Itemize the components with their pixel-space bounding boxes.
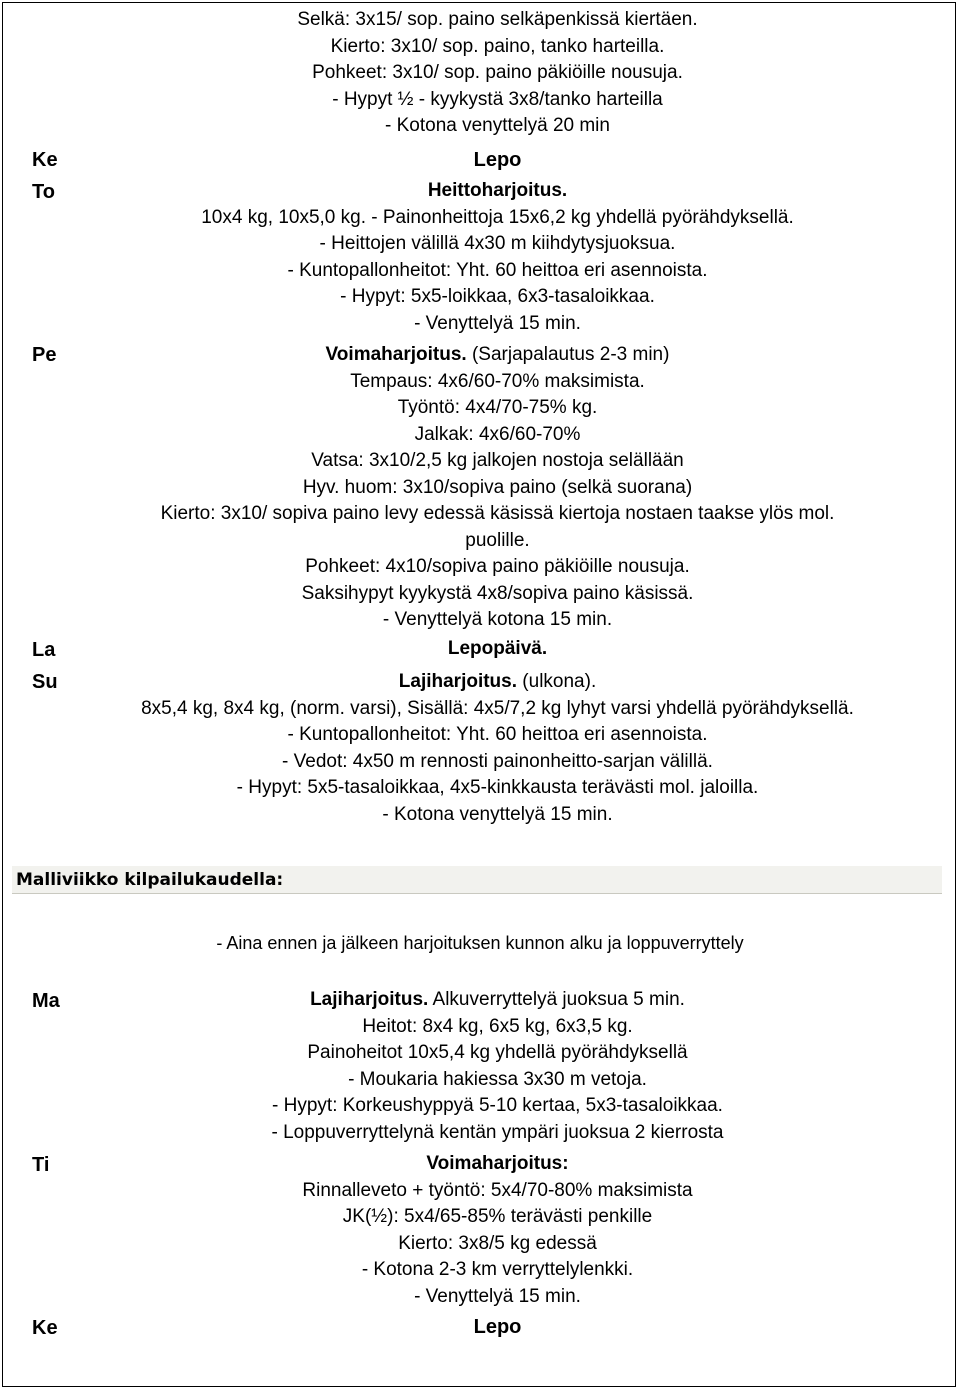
day-block-su bbox=[30, 669, 960, 828]
day-title: Lepo bbox=[473, 149, 522, 171]
text-line: Pohkeet: 3x10/ sop. paino päkiöille nousuja. bbox=[312, 62, 683, 83]
text-line: - Kotona 2-3 km verryttelylenkki. bbox=[361, 1259, 634, 1280]
day-title-suffix: (ulkona). bbox=[517, 671, 597, 692]
text-line: Kierto: 3x10/ sop. paino, tanko harteilla. bbox=[330, 35, 665, 57]
text-line: - Hypyt: Korkeushyppyä 5-10 kertaa, 5x3-tasaloikkaa. bbox=[272, 1095, 723, 1116]
text-line: Tempaus: 4x6/60-70% maksimista. bbox=[350, 370, 645, 392]
day-block-to bbox=[30, 178, 960, 337]
day-title: Heittoharjoitus. bbox=[427, 180, 568, 201]
day-block-ma bbox=[30, 987, 960, 1146]
text-line: Vatsa: 3x10/2,5 kg jalkojen nostoja selällään bbox=[311, 450, 684, 471]
day-block-pe bbox=[30, 342, 960, 634]
text-line: - Kuntopallonheitot: Yht. 60 heittoa eri asennoista. bbox=[287, 259, 708, 281]
text-line: Jalkak: 4x6/60-70% bbox=[414, 423, 581, 445]
day-label-to: To bbox=[32, 181, 55, 203]
warmup-note: - Aina ennen ja jälkeen harjoituksen kunnon alku ja loppuverryttely bbox=[216, 933, 744, 953]
text-line: Heitot: 8x4 kg, 6x5 kg, 6x3,5 kg. bbox=[362, 1015, 633, 1037]
text-line: - Kuntopallonheitot: Yht. 60 heittoa eri asennoista. bbox=[287, 724, 708, 745]
continuation-block bbox=[30, 7, 960, 140]
text-line: Työntö: 4x4/70-75% kg. bbox=[397, 397, 598, 418]
day-label-ke: Ke bbox=[32, 149, 58, 171]
section-header-label: Malliviikko kilpailukaudella: bbox=[16, 870, 284, 890]
day-label-ti: Ti bbox=[32, 1154, 50, 1176]
day-block-ti bbox=[30, 1151, 960, 1310]
day-title: Voimaharjoitus: bbox=[426, 1153, 569, 1174]
text-line: Rinnalleveto + työntö: 5x4/70-80% maksimista bbox=[302, 1179, 693, 1201]
text-line: - Heittojen välillä 4x30 m kiihdytysjuoksua. bbox=[319, 233, 676, 254]
day-title-suffix: (Sarjapalautus 2-3 min) bbox=[466, 344, 670, 365]
text-line: JK(½): 5x4/65-85% terävästi penkille bbox=[342, 1206, 653, 1227]
day-title-line bbox=[30, 987, 960, 1014]
day-label-pe: Pe bbox=[32, 344, 57, 366]
day-block-ke-2 bbox=[30, 1314, 960, 1341]
day-title: Lepopäivä. bbox=[447, 638, 548, 659]
text-line: puolille. bbox=[465, 529, 530, 551]
day-label-la: La bbox=[32, 639, 56, 661]
text-line: - Venyttelyä kotona 15 min. bbox=[382, 609, 613, 630]
text-line: - Moukaria hakiessa 3x30 m vetoja. bbox=[348, 1068, 647, 1090]
day-title-line bbox=[30, 669, 960, 696]
section-header bbox=[12, 866, 942, 894]
text-line: Hyv. huom: 3x10/sopiva paino (selkä suorana) bbox=[302, 476, 693, 498]
day-title-suffix: Alkuverryttelyä juoksua 5 min. bbox=[428, 989, 685, 1010]
day-title: Lajiharjoitus. bbox=[398, 671, 518, 692]
text-line: - Venyttelyä 15 min. bbox=[414, 312, 581, 334]
text-line: 8x5,4 kg, 8x4 kg, (norm. varsi), Sisällä: 4x5/7,2 kg lyhyt varsi yhdellä pyörähdyksellä. bbox=[141, 697, 854, 719]
text-line: - Kotona venyttelyä 20 min bbox=[385, 115, 610, 136]
text-line: 10x4 kg, 10x5,0 kg. - Painonheittoja 15x6,2 kg yhdellä pyörähdyksellä. bbox=[201, 206, 794, 228]
text-line: - Vedot: 4x50 m rennosti painonheitto-sarjan välillä. bbox=[282, 750, 713, 772]
text-line: - Hypyt: 5x5-tasaloikkaa, 4x5-kinkkausta terävästi mol. jaloilla. bbox=[236, 777, 759, 798]
day-label-ma: Ma bbox=[32, 990, 60, 1012]
text-line: - Venyttelyä 15 min. bbox=[414, 1285, 581, 1307]
day-block-la bbox=[30, 636, 960, 663]
text-line: Pohkeet: 4x10/sopiva paino päkiöille nousuja. bbox=[305, 556, 690, 577]
text-line: Painoheitot 10x5,4 kg yhdellä pyörähdyksellä bbox=[307, 1042, 688, 1063]
text-line: Selkä: 3x15/ sop. paino selkäpenkissä kiertäen. bbox=[297, 9, 698, 30]
text-line: Kierto: 3x10/ sopiva paino levy edessä käsissä kiertoja nostaen taakse ylös mol. bbox=[160, 503, 835, 524]
text-line: - Hypyt: 5x5-loikkaa, 6x3-tasaloikkaa. bbox=[340, 286, 655, 307]
text-line: - Hypyt ½ - kyykystä 3x8/tanko harteilla bbox=[332, 88, 663, 110]
day-block-ke bbox=[30, 147, 960, 174]
day-label-ke-2: Ke bbox=[32, 1317, 58, 1339]
text-line: - Kotona venyttelyä 15 min. bbox=[382, 803, 613, 825]
day-title-line bbox=[30, 342, 960, 369]
text-line: Kierto: 3x8/5 kg edessä bbox=[398, 1232, 597, 1254]
day-label-su: Su bbox=[32, 671, 58, 693]
day-title: Lajiharjoitus. bbox=[310, 989, 429, 1010]
text-line: - Loppuverryttelynä kentän ympäri juoksua 2 kierrosta bbox=[271, 1121, 724, 1143]
text-line: Saksihypyt kyykystä 4x8/sopiva paino käsissä. bbox=[301, 582, 694, 604]
day-title: Lepo bbox=[473, 1316, 522, 1338]
day-title: Voimaharjoitus. bbox=[325, 344, 467, 365]
